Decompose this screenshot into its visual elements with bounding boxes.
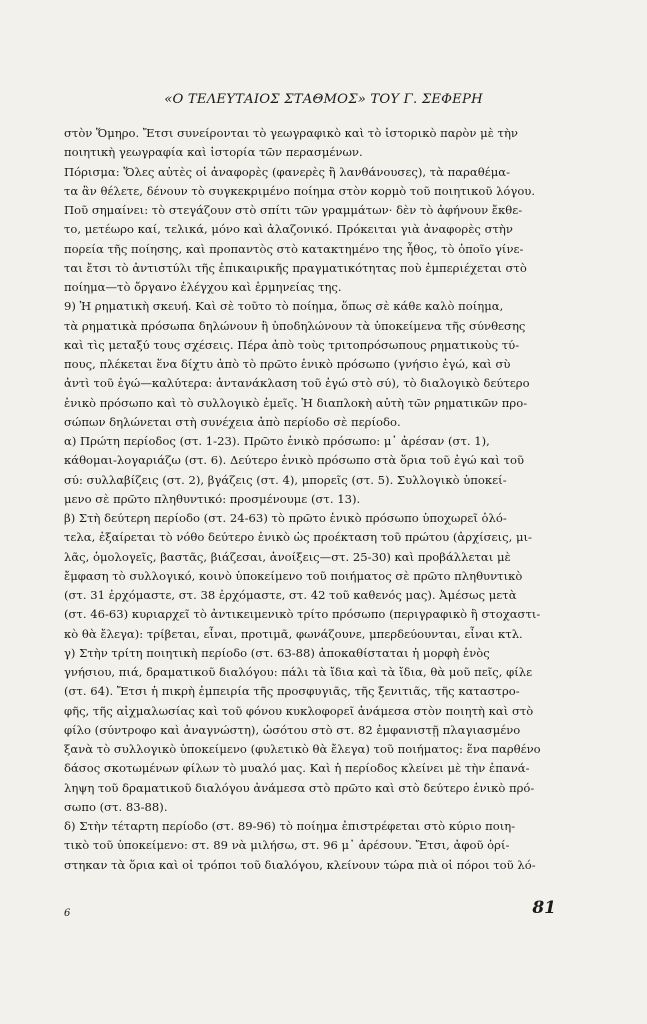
text-line: σωπο (στ. 83-88). [64, 799, 168, 814]
text-line: (στ. 46-63) κυριαρχεῖ τὸ ἀντικειμενικὸ τρίτο πρόσωπο (περιγραφικὸ ἢ στοχαστι- [64, 607, 541, 622]
text-line: γνήσιου, πιά, δραματικοῦ διαλόγου: πάλι τὰ ἴδια καὶ τὰ ἴδια, θὰ μοῦ πεῖς, φίλε [64, 665, 533, 679]
text-line: κάθομαι-λογαριάζω (στ. 6). Δεύτερο ἑνικὸ πρόσωπο στὰ ὅρια τοῦ ἐγώ καὶ τοῦ [64, 453, 525, 468]
text-line: Πόρισμα: Ὅλες αὐτὲς οἱ ἀναφορὲς (φανερὲς ἢ λανθάνουσες), τὰ παραθέμα- [64, 164, 511, 179]
text-line: σώπων δηλώνεται στὴ συνέχεια ἀπὸ περίοδο σὲ περίοδο. [64, 414, 401, 429]
text-line: τα ἂν θέλετε, δένουν τὸ συγκεκριμένο ποίημα στὸν κορμὸ τοῦ ποιητικοῦ λόγου. [64, 183, 536, 198]
text-line: λᾶς, ὁμολογεῖς, βαστᾶς, βιάζεσαι, ἀνοίξεις—στ. 25-30) καὶ προβάλλεται μὲ [64, 549, 511, 564]
text-line: (στ. 31 ἐρχόμαστε, στ. 38 ἐρχόμαστε, στ. 42 τοῦ καθενός μας). Ἀμέσως μετὰ [64, 588, 517, 602]
text-line: τελα, ἐξαίρεται τὸ νόθο δεύτερο ἑνικὸ ὡς προέκταση τοῦ πρώτου (ἀρχίσεις, μι- [64, 530, 532, 545]
text-line: κὸ θὰ ἔλεγα): τρίβεται, εἶναι, προτιμᾶ, φωνάζουνε, μπερδεύουνται, εἶναι κτλ. [64, 626, 523, 641]
text-line: μενο σὲ πρῶτο πληθυντικό: προσμένουμε (στ. 13). [64, 491, 361, 506]
text-line: ἑνικὸ πρόσωπο καὶ τὸ συλλογικὸ ἐμεῖς. Ἡ διαπλοκὴ αὐτὴ τῶν ρηματικῶν προ- [64, 395, 528, 410]
text-line: γ) Στὴν τρίτη ποιητικὴ περίοδο (στ. 63-88) ἀποκαθίσταται ἡ μορφὴ ἑνὸς [64, 645, 490, 660]
text-line: το, μετέωρο καί, τελικά, μόνο καὶ ἀλαζονικό. Πρόκειται γιὰ ἀναφορὲς στὴν [64, 222, 513, 237]
text-line: σύ: συλλαβίζεις (στ. 2), βγάζεις (στ. 4), μπορεῖς (στ. 5). Συλλογικὸ ὑποκεί- [64, 472, 507, 487]
text-line: ἀντὶ τοῦ ἐγώ—καλύτερα: ἀντανάκλαση τοῦ ἐγώ στὸ σύ), τὸ διαλογικὸ δεύτερο [64, 376, 530, 391]
text-line: α) Πρώτη περίοδος (στ. 1-23). Πρῶτο ἑνικὸ πρόσωπο: μ᾽ ἀρέσαν (στ. 1), [64, 434, 490, 448]
text-line: φίλο (σύντροφο καὶ ἀναγνώστη), ὡσότου στὸ στ. 82 ἐμφανιστῇ πλαγιασμένο [64, 722, 521, 737]
text-line: φῆς, τῆς αἰχμαλωσίας καὶ τοῦ φόνου κυκλοφορεῖ ἀνάμεσα στὸν ποιητὴ καὶ στὸ [64, 703, 534, 718]
text-line: ξανὰ τὸ συλλογικὸ ὑποκείμενο (φυλετικὸ θὰ ἔλεγα) τοῦ ποιήματος: ἕνα παρθένο [64, 742, 541, 756]
text-line: ποίημα—τὸ ὄργανο ἐλέγχου καὶ ἑρμηνείας της. [64, 280, 342, 294]
text-line: στηκαν τὰ ὅρια καὶ οἱ τρόποι τοῦ διαλόγου, κλείνουν τώρα πιὰ οἱ πόροι τοῦ λό- [64, 857, 536, 872]
text-line: ἔμφαση τὸ συλλογικό, κοινὸ ὑποκείμενο τοῦ ποιήματος σὲ πρῶτο πληθυντικὸ [64, 568, 523, 583]
text-line: ποιητικὴ γεωγραφία καὶ ἱστορία τῶν περασμένων. [64, 145, 363, 160]
text-line: τὰ ρηματικὰ πρόσωπα δηλώνουν ἢ ὑποδηλώνουν τὰ ὑποκείμενα τῆς σύνθεσης [64, 318, 526, 333]
text-line: καὶ τὶς μεταξύ τους σχέσεις. Πέρα ἀπὸ τοὺς τριτοπρόσωπους ρηματικοὺς τύ- [64, 337, 520, 352]
text-line: ληψη τοῦ δραματικοῦ διαλόγου ἀνάμεσα στὸ πρῶτο καὶ στὸ δεύτερο ἑνικὸ πρό- [64, 780, 535, 795]
text-line: δάσος σκοτωμένων φίλων τὸ μυαλό μας. Καὶ ἡ περίοδος κλείνει μὲ τὴν ἐπανά- [64, 761, 530, 776]
text-line: τικὸ τοῦ ὑποκείμενο: στ. 89 νὰ μιλήσω, στ. 96 μ᾽ ἀρέσουν. Ἔτσι, ἀφοῦ ὁρί- [64, 838, 510, 853]
text-line: Ποῦ σημαίνει: τὸ στεγάζουν στὸ σπίτι τῶν γραμμάτων· δὲν τὸ ἀφήνουν ἔκθε- [64, 203, 523, 217]
running-header: «Ο ΤΕΛΕΥΤΑΙΟΣ ΣΤΑΘΜΟΣ» ΤΟΥ Γ. ΣΕΦΕΡΗ [164, 92, 483, 107]
page-body-text [64, 124, 556, 875]
text-line: πους, πλέκεται ἕνα δίχτυ ἀπὸ τὸ πρῶτο ἑνικὸ πρόσωπο (γνήσιο ἐγώ, καὶ σὺ [64, 357, 511, 371]
text-line: δ) Στὴν τέταρτη περίοδο (στ. 89-96) τὸ ποίημα ἐπιστρέφεται στὸ κύριο ποιη- [64, 819, 516, 833]
text-line: (στ. 64). Ἔτσι ἡ πικρὴ ἐμπειρία τῆς προσφυγιᾶς, τῆς ξενιτιᾶς, τῆς καταστρο- [64, 684, 520, 699]
signature-mark: 6 [64, 908, 71, 919]
text-line: στὸν Ὅμηρο. Ἔτσι συνείρονται τὸ γεωγραφικὸ καὶ τὸ ἱστορικὸ παρὸν μὲ τὴν [64, 126, 518, 140]
page-number: 81 [532, 898, 556, 918]
text-line: 9) Ἡ ρηματικὴ σκευή. Καὶ σὲ τοῦτο τὸ ποίημα, ὅπως σὲ κάθε καλὸ ποίημα, [64, 299, 504, 314]
text-line: ται ἔτσι τὸ ἀντιστύλι τῆς ἐπικαιρικῆς πραγματικότητας ποὺ ἐμπεριέχεται στὸ [64, 260, 527, 275]
text-line: β) Στὴ δεύτερη περίοδο (στ. 24-63) τὸ πρῶτο ἑνικὸ πρόσωπο ὑποχωρεῖ ὁλό- [64, 511, 507, 525]
text-line: πορεία τῆς ποίησης, καὶ προπαντὸς στὸ κατακτημένο της ἦθος, τὸ ὁποῖο γίνε- [64, 241, 524, 256]
